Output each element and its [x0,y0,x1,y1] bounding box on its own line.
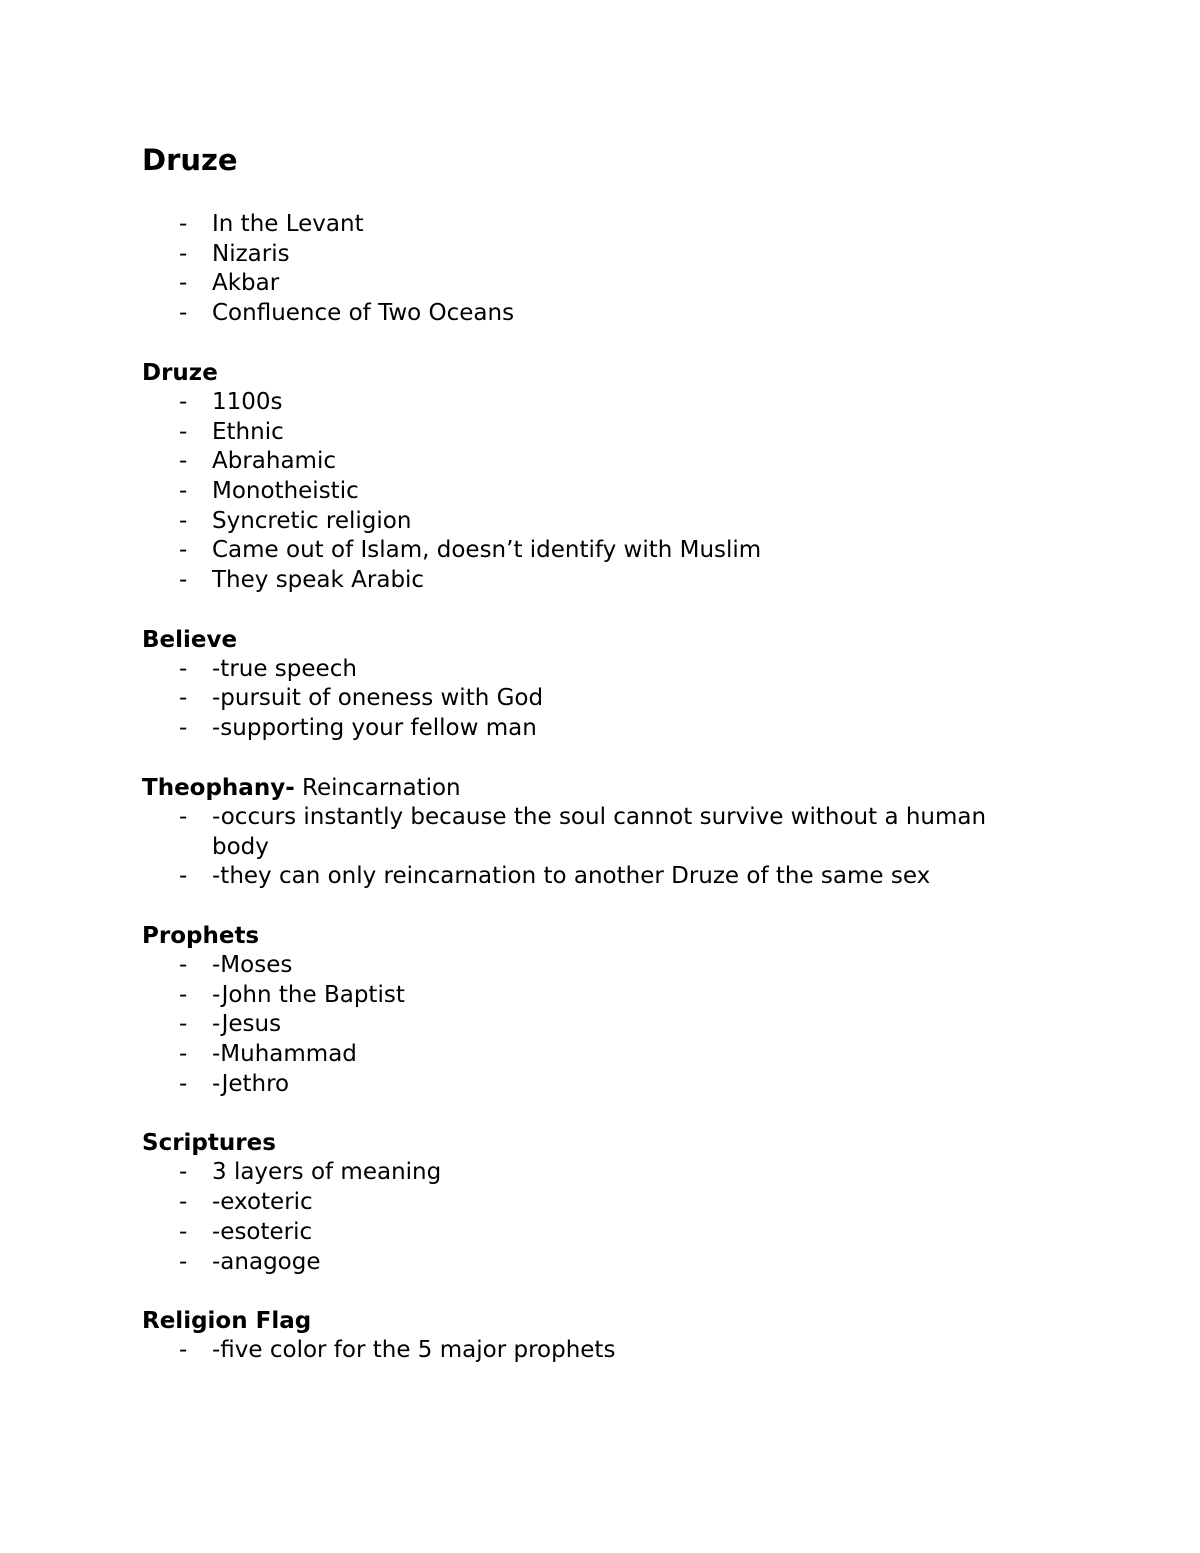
section-list [142,1336,1042,1366]
bullet-dash: - [179,507,188,534]
bullet-dash: - [179,448,188,475]
bullet-dash: - [179,1189,188,1216]
list-item-text: 1100s [212,388,283,415]
bullet-dash: - [179,951,188,978]
list-item-text: -occurs instantly because the soul cannot survive without a human body [212,803,987,860]
list-item [142,536,1042,566]
heading-label: Scriptures [142,1130,276,1157]
section-list [142,388,1042,596]
bullet-dash: - [179,240,188,267]
section-believe [142,625,1042,744]
list-item [142,1070,1042,1100]
heading-subtitle: Reincarnation [294,774,461,801]
list-item-text: -Muhammad [212,1041,357,1068]
list-item-text: -exoteric [212,1189,313,1216]
list-item [142,803,1012,862]
list-item-text: 3 layers of meaning [212,1159,442,1186]
section-intro [142,210,1042,329]
section-list [142,803,1042,892]
bullet-dash: - [179,211,188,237]
list-item [142,684,1042,714]
section-list [142,951,1042,1100]
bullet-dash: - [179,655,188,682]
list-item-text: -they can only reincarnation to another Druze of the same sex [212,863,931,890]
list-item-text: -true speech [212,655,357,682]
bullet-dash: - [179,1159,188,1186]
list-item-text: Abrahamic [212,448,336,475]
heading-label: Prophets [142,922,260,949]
bullet-dash: - [179,1070,188,1097]
list-item-text: -Moses [212,951,293,978]
list-item-text: -supporting your fellow man [212,715,537,742]
list-item-text: Came out of Islam, doesn’t identify with Muslim [212,537,762,564]
list-item [142,1040,1042,1070]
bullet-dash: - [179,1337,188,1364]
document-page [142,138,1042,1395]
bullet-dash: - [179,388,188,415]
section-heading [142,1128,1042,1158]
section-prophets [142,921,1042,1100]
list-item [142,655,1042,685]
list-item [142,1188,1042,1218]
list-item-text: -pursuit of oneness with God [212,685,544,712]
section-religion-flag [142,1306,1042,1366]
list-item-text: Confluence of Two Oceans [212,300,515,327]
list-item [142,418,1042,448]
section-list [142,1158,1042,1277]
bullet-dash: - [179,715,188,742]
section-scriptures [142,1128,1042,1277]
list-item [142,388,1042,418]
bullet-dash: - [179,803,188,830]
heading-label: Theophany- [142,774,295,801]
list-item-text: They speak Arabic [212,567,425,594]
list-item-text: Monotheistic [212,477,359,504]
section-heading [142,773,1042,803]
heading-label: Believe [142,626,238,653]
section-heading [142,1306,1042,1336]
list-item [142,1158,1042,1188]
bullet-dash: - [179,863,188,890]
list-item-text: -five color for the 5 major prophets [212,1337,616,1364]
section-list [142,655,1042,744]
list-item [142,210,1042,240]
list-item [142,566,1042,596]
list-item-text: In the Levant [212,211,364,237]
list-item [142,951,1042,981]
list-item [142,477,1042,507]
list-item-text: Ethnic [212,418,284,445]
list-item [142,447,1042,477]
bullet-dash: - [179,685,188,712]
section-theophany [142,773,1042,892]
bullet-dash: - [179,1248,188,1275]
bullet-dash: - [179,477,188,504]
list-item-text: Akbar [212,270,280,297]
document-title: Druze [142,143,238,177]
section-druze [142,358,1042,596]
list-item [142,1010,1042,1040]
bullet-dash: - [179,537,188,564]
list-item [142,1248,1042,1278]
bullet-dash: - [179,1041,188,1068]
list-item-text: -esoteric [212,1218,313,1245]
list-item [142,1218,1042,1248]
list-item [142,981,1042,1011]
list-item [142,507,1042,537]
bullet-dash: - [179,270,188,297]
bullet-dash: - [179,300,188,327]
section-heading [142,625,1042,655]
bullet-dash: - [179,418,188,445]
list-item [142,714,1042,744]
list-item [142,269,1042,299]
bullet-dash: - [179,981,188,1008]
heading-label: Religion Flag [142,1308,312,1335]
list-item [142,240,1042,270]
list-item [142,862,1042,892]
list-item-text: Nizaris [212,240,290,267]
bullet-dash: - [179,1218,188,1245]
list-item [142,299,1042,329]
intro-list [142,210,1042,329]
heading-label: Druze [142,359,218,386]
list-item-text: -John the Baptist [212,981,405,1008]
list-item-text: -Jethro [212,1070,290,1097]
list-item [142,1336,1042,1366]
list-item-text: -anagoge [212,1248,321,1275]
bullet-dash: - [179,1011,188,1038]
list-item-text: Syncretic religion [212,507,412,534]
list-item-text: -Jesus [212,1011,282,1038]
section-heading [142,358,1042,388]
bullet-dash: - [179,567,188,594]
section-heading [142,921,1042,951]
